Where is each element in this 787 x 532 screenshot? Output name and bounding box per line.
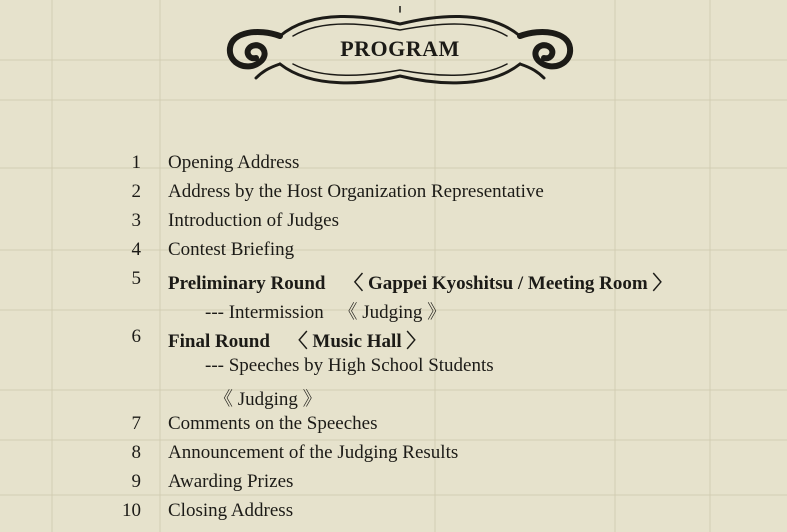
item-label-with-venue [168, 268, 671, 295]
program-item [0, 239, 787, 268]
subitem-label-with-note [205, 297, 446, 324]
item-number: 6 [131, 326, 141, 347]
item-number: 2 [131, 181, 141, 202]
program-item [0, 181, 787, 210]
item-label: Introduction of Judges [168, 210, 339, 231]
item-number: 9 [131, 471, 141, 492]
subitem-label: --- Intermission [205, 302, 324, 323]
program-item [0, 413, 787, 442]
item-number: 3 [131, 210, 141, 231]
item-label: Final Round [168, 331, 270, 352]
program-item-final-round [0, 326, 787, 355]
item-number: 4 [131, 239, 141, 260]
item-number: 5 [131, 268, 141, 289]
item-venue: 〈 Music Hall 〉 [288, 331, 426, 352]
page-title: PROGRAM [340, 36, 460, 61]
item-number: 10 [122, 500, 141, 521]
item-label: Address by the Host Organization Representative [168, 181, 544, 202]
item-label: Awarding Prizes [168, 471, 294, 492]
subitem-note: 《 Judging 》 [214, 389, 322, 410]
item-label: Contest Briefing [168, 239, 295, 260]
item-label-with-venue [168, 326, 425, 353]
program-item-preliminary-round [0, 268, 787, 297]
item-number: 7 [131, 413, 141, 434]
item-label: Comments on the Speeches [168, 413, 378, 434]
program-list [0, 152, 787, 529]
item-venue: 〈 Gappei Kyoshitsu / Meeting Room 〉 [344, 273, 672, 294]
item-number: 1 [131, 152, 141, 173]
program-subitem-judging [0, 384, 787, 413]
item-number: 8 [131, 442, 141, 463]
program-item [0, 210, 787, 239]
item-label: Preliminary Round [168, 273, 326, 294]
subitem-label: --- Speeches by High School Students [205, 355, 494, 376]
program-subitem-speeches [0, 355, 787, 384]
program-item [0, 500, 787, 529]
program-item [0, 152, 787, 181]
subitem-note: 《 Judging 》 [338, 302, 447, 323]
program-item [0, 471, 787, 500]
item-label: Announcement of the Judging Results [168, 442, 459, 463]
item-label: Opening Address [168, 152, 300, 173]
program-item [0, 442, 787, 471]
program-header [218, 6, 582, 98]
item-label: Closing Address [168, 500, 294, 521]
program-subitem-intermission [0, 297, 787, 326]
